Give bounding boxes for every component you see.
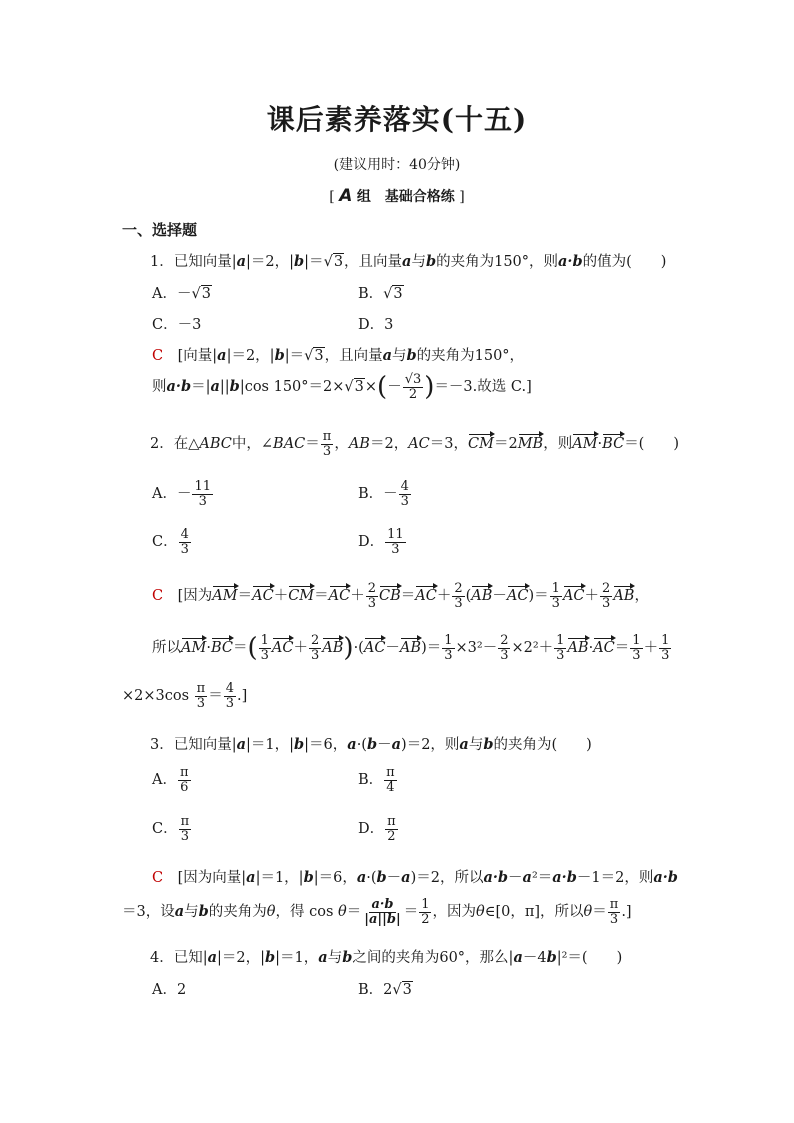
q4-option-b: B．2√3 — [358, 982, 412, 998]
q3-option-d: D． $\frac{\pi}{2}$ — [358, 814, 396, 844]
q2-option-c: C． $\frac{4}{3}$ — [152, 527, 189, 557]
q1-solution-line2: 则a·b＝|a||b|cos 150°＝2×√3×(－ $\frac{√3}{2}$ )＝－3.故选 C.] — [152, 372, 532, 403]
q2-solution-line2: 所以AM·BC＝( $\frac{1}{3}$ AC＋ $\frac{2}{3}$ AB)·(AC－AB)＝ $\frac{1}{3}$ ×3²－ $\frac{2}{3}$ ×2²＋ $\frac{1}{3}$ AB·AC＝ $\frac{1}{3}$ ＋ $\frac{1}{3}$ — [152, 633, 670, 664]
q2-solution-line1: C [因为AM＝AC＋CM＝AC＋ $\frac{2}{3}$ CB＝AC＋ $\frac{2}{3}$ (AB－AC)＝ $\frac{1}{3}$ AC＋ $\frac{2}{3}$ AB， — [152, 581, 649, 611]
q1-option-a: A．－√3 — [152, 286, 211, 302]
q1-solution-line1: C [向量|a|＝2，|b|＝√3，且向量a与b的夹角为150°， — [152, 347, 525, 364]
group-heading — [0, 186, 794, 206]
q2-option-b: B．－ $\frac{4}{3}$ — [358, 479, 409, 509]
page-title: 课后素养落实(十五) — [266, 103, 528, 136]
q3-answer: C — [152, 870, 164, 886]
q4-stem: 4．已知|a|＝2，|b|＝1，a与b之间的夹角为60°，那么|a－4b|²＝( ) — [150, 949, 623, 966]
q2-solution-line3: ×2×3cos $\frac{\pi}{3}$ ＝ $\frac{4}{3}$ .] — [122, 681, 248, 711]
group-label: 组 基础合格练 — [356, 189, 455, 205]
section-heading: 一、选择题 — [122, 221, 198, 239]
q1-option-d: D．3 — [358, 317, 394, 333]
q1-answer: C — [152, 348, 164, 364]
q3-option-b: B． $\frac{\pi}{4}$ — [358, 765, 395, 795]
q3-option-c: C． $\frac{\pi}{3}$ — [152, 814, 190, 844]
q1-option-c: C．－3 — [152, 317, 202, 333]
group-a-mark: A — [339, 186, 353, 206]
q2-answer: C — [152, 588, 164, 605]
q4-option-a: A．2 — [152, 982, 187, 998]
q3-stem: 3．已知向量|a|＝1，|b|＝6，a·(b－a)＝2，则a与b的夹角为( ) — [150, 736, 592, 753]
q3-solution-line1: C [因为向量|a|＝1，|b|＝6，a·(b－a)＝2，所以a·b－a²＝a·b－1＝2，则a·b — [152, 869, 678, 886]
q3-solution-line2: ＝3，设a与b的夹角为θ，得 cos θ＝ $\frac{a\cdot b}{|a||b|}$ ＝ $\frac{1}{2}$ ，因为θ∈[0，π]，所以θ＝ $\frac{\pi}{3}$ .] — [122, 897, 632, 927]
group-bracket-close: ] — [459, 189, 465, 205]
q3-option-a: A． $\frac{\pi}{6}$ — [152, 765, 189, 795]
q1-option-b: B．√3 — [358, 286, 403, 302]
q2-option-a: A．－ $\frac{11}{3}$ — [152, 479, 212, 509]
group-bracket-open: [ — [329, 189, 335, 205]
q1-stem: 1．已知向量|a|＝2，|b|＝√3，且向量a与b的夹角为150°，则a·b的值为( ) — [150, 253, 667, 270]
q2-stem: 2．在△ABC中，∠BAC＝ $\frac{\pi}{3}$ ，AB＝2，AC＝3，CM＝2MB，则AM·BC＝( ) — [150, 429, 680, 459]
q2-option-d: D． $\frac{11}{3}$ — [358, 527, 404, 557]
recommended-time: (建议用时：40分钟) — [333, 157, 461, 173]
